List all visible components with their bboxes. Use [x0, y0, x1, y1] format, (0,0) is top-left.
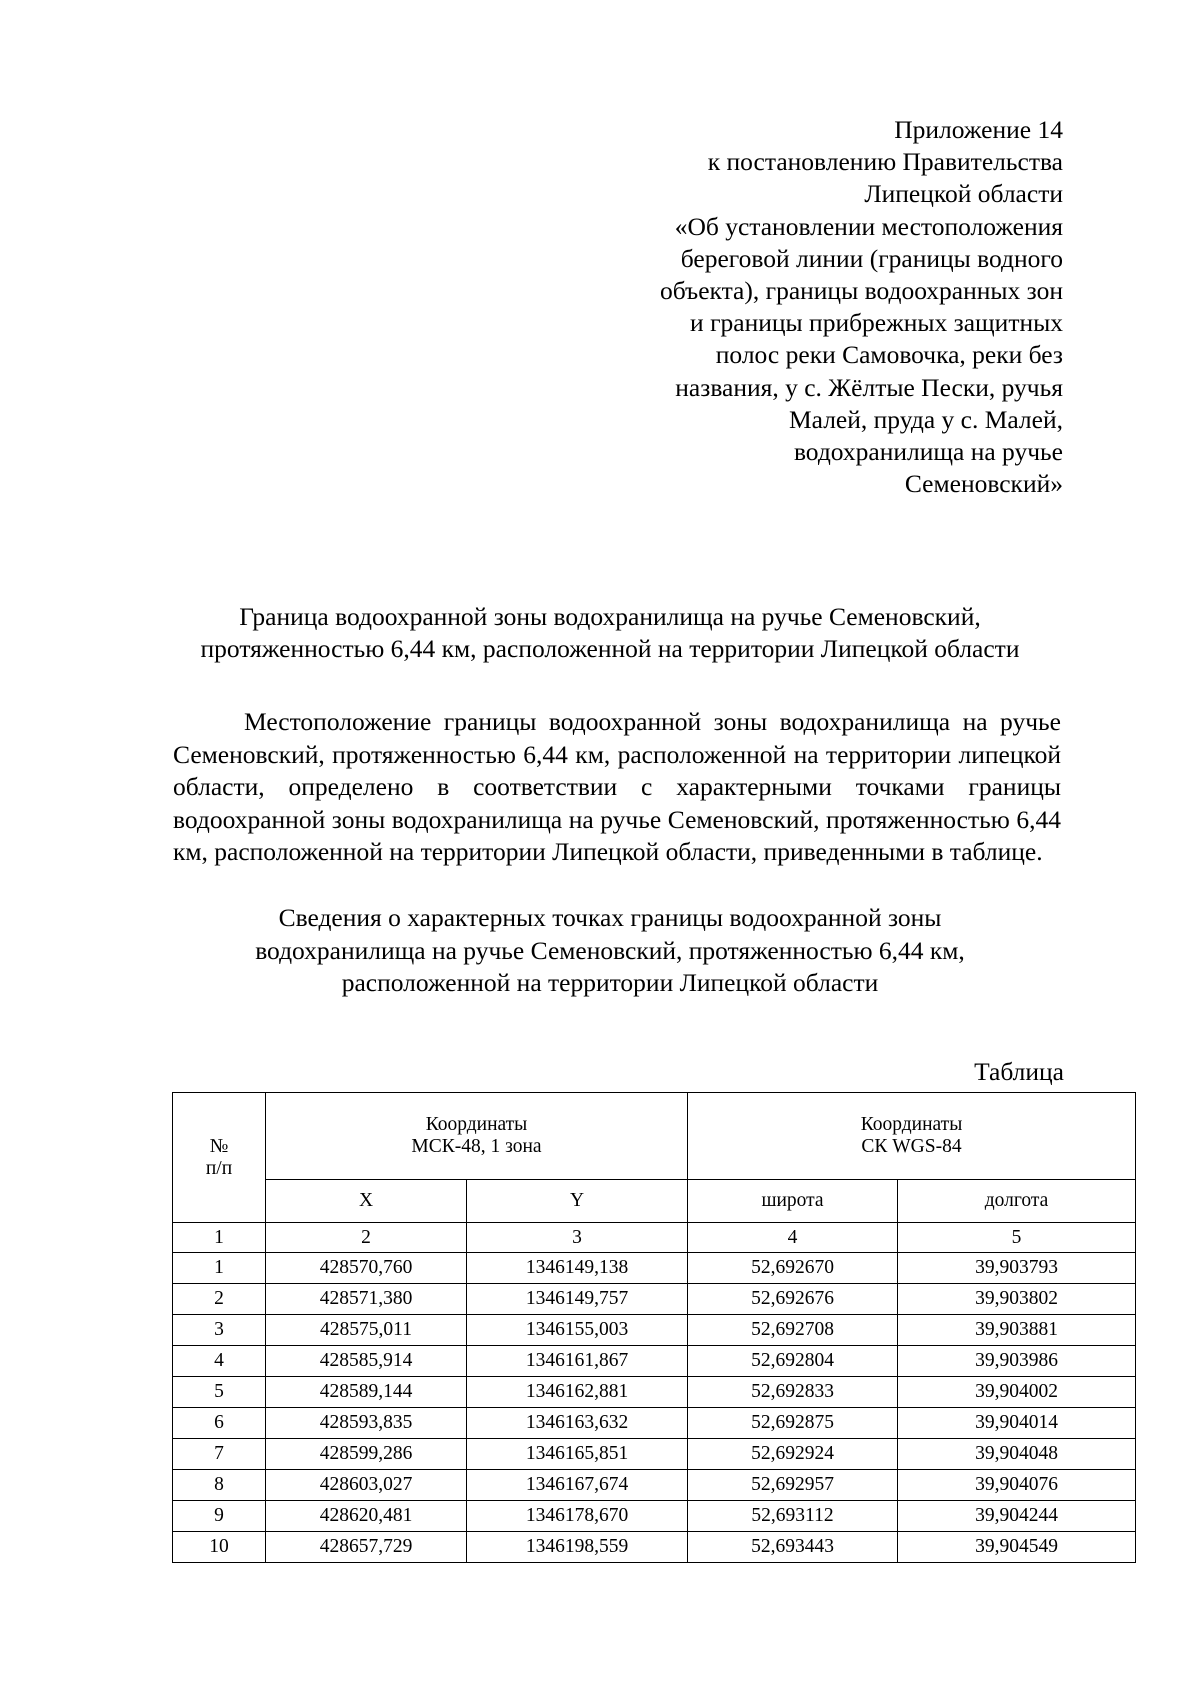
table-title-line: расположенной на территории Липецкой области: [341, 968, 879, 997]
heading-line: протяженностью 6,44 км, расположенной на территории Липецкой области: [200, 634, 1020, 663]
latitude-cell: 52,693443: [688, 1532, 898, 1563]
y-cell: 1346161,867: [467, 1346, 688, 1377]
longitude-cell: 39,904002: [898, 1377, 1136, 1408]
appendix-line: полос реки Самовочка, реки без: [715, 340, 1063, 370]
appendix-line: «Об установлении местоположения: [674, 211, 1063, 241]
x-cell: 428599,286: [266, 1439, 467, 1470]
y-cell: 1346198,559: [467, 1532, 688, 1563]
latitude-cell: 52,692833: [688, 1377, 898, 1408]
longitude-cell: 39,903986: [898, 1346, 1136, 1377]
y-cell: 1346167,674: [467, 1470, 688, 1501]
table-label: Таблица: [974, 1057, 1064, 1086]
appendix-line: водохранилища на ручье: [793, 437, 1063, 467]
appendix-line: Семеновский»: [904, 469, 1063, 499]
y-cell: 1346163,632: [467, 1408, 688, 1439]
sub-header-longitude: долгота: [898, 1180, 1136, 1223]
latitude-cell: 52,692670: [688, 1253, 898, 1284]
point-number-cell: 6: [173, 1408, 266, 1439]
table-row: [173, 1346, 1136, 1377]
point-number-cell: 10: [173, 1532, 266, 1563]
latitude-cell: 52,692804: [688, 1346, 898, 1377]
y-cell: 1346162,881: [467, 1377, 688, 1408]
point-number-cell: 3: [173, 1315, 266, 1346]
table-title: [170, 902, 1050, 1000]
point-number-cell: 4: [173, 1346, 266, 1377]
longitude-cell: 39,904549: [898, 1532, 1136, 1563]
msk-header-line: МСК-48, 1 зона: [411, 1136, 542, 1157]
longitude-cell: 39,903793: [898, 1253, 1136, 1284]
x-cell: 428570,760: [266, 1253, 467, 1284]
latitude-cell: 52,692708: [688, 1315, 898, 1346]
y-cell: 1346178,670: [467, 1501, 688, 1532]
wgs-header-line: СК WGS-84: [861, 1136, 962, 1157]
table-row: [173, 1532, 1136, 1563]
table-row: [173, 1284, 1136, 1315]
column-number-cell: 1: [173, 1223, 266, 1253]
table-row: [173, 1408, 1136, 1439]
coordinates-table: [172, 1092, 1136, 1563]
sub-header-x: X: [266, 1180, 467, 1223]
column-number-cell: 3: [467, 1223, 688, 1253]
appendix-block: [543, 114, 1063, 500]
appendix-line: Приложение 14: [894, 115, 1063, 144]
appendix-line: Малей, пруда у с. Малей,: [788, 404, 1063, 434]
sub-header-latitude: широта: [688, 1180, 898, 1223]
latitude-cell: 52,692924: [688, 1439, 898, 1470]
table-row: [173, 1470, 1136, 1501]
num-header-cell: [173, 1093, 266, 1223]
latitude-cell: 52,692676: [688, 1284, 898, 1315]
x-cell: 428603,027: [266, 1470, 467, 1501]
num-header-line: №: [209, 1135, 229, 1157]
longitude-cell: 39,903802: [898, 1284, 1136, 1315]
latitude-cell: 52,693112: [688, 1501, 898, 1532]
table-row: [173, 1501, 1136, 1532]
appendix-line: и границы прибрежных защитных: [690, 308, 1063, 338]
msk-header-line: Координаты: [425, 1114, 528, 1135]
appendix-line: к постановлению Правительства: [707, 147, 1063, 177]
table-row: [173, 1439, 1136, 1470]
table-row: [173, 1377, 1136, 1408]
column-number-cell: 5: [898, 1223, 1136, 1253]
appendix-line: названия, у с. Жёлтые Пески, ручья: [675, 372, 1063, 402]
y-cell: 1346149,138: [467, 1253, 688, 1284]
table-title-line: Сведения о характерных точках границы водоохранной зоны: [278, 903, 942, 932]
x-cell: 428620,481: [266, 1501, 467, 1532]
wgs-header-cell: [688, 1093, 1136, 1180]
x-cell: 428657,729: [266, 1532, 467, 1563]
table-row: [173, 1315, 1136, 1346]
longitude-cell: 39,904076: [898, 1470, 1136, 1501]
appendix-line: Липецкой области: [864, 179, 1063, 209]
heading-line: Граница водоохранной зоны водохранилища на ручье Семеновский,: [239, 602, 981, 631]
longitude-cell: 39,904014: [898, 1408, 1136, 1439]
y-cell: 1346155,003: [467, 1315, 688, 1346]
table-row: [173, 1253, 1136, 1284]
y-cell: 1346165,851: [467, 1439, 688, 1470]
longitude-cell: 39,904048: [898, 1439, 1136, 1470]
document-heading: [170, 601, 1050, 665]
point-number-cell: 9: [173, 1501, 266, 1532]
x-cell: 428575,011: [266, 1315, 467, 1346]
x-cell: 428589,144: [266, 1377, 467, 1408]
point-number-cell: 7: [173, 1439, 266, 1470]
appendix-line: объекта), границы водоохранных зон: [659, 276, 1063, 306]
longitude-cell: 39,903881: [898, 1315, 1136, 1346]
point-number-cell: 1: [173, 1253, 266, 1284]
table-title-line: водохранилища на ручье Семеновский, протяженностью 6,44 км,: [255, 935, 965, 965]
y-cell: 1346149,757: [467, 1284, 688, 1315]
column-number-cell: 4: [688, 1223, 898, 1253]
appendix-line: береговой линии (границы водного: [680, 243, 1063, 273]
x-cell: 428585,914: [266, 1346, 467, 1377]
latitude-cell: 52,692957: [688, 1470, 898, 1501]
body-paragraph: Местоположение границы водоохранной зоны водохранилища на ручье Семеновский, протяженностью 6,44 км, расположенной на территории липецкой области, определено в соответствии с характерными точками границы водоохранной зоны водохранилища на ручье Семеновский, протяженностью 6,44 км, расположенной на территории Липецкой области, приведенными в таблице.: [173, 707, 1061, 867]
column-number-cell: 2: [266, 1223, 467, 1253]
msk-header-cell: [266, 1093, 688, 1180]
longitude-cell: 39,904244: [898, 1501, 1136, 1532]
sub-header-y: Y: [467, 1180, 688, 1223]
x-cell: 428593,835: [266, 1408, 467, 1439]
num-header-line: п/п: [205, 1157, 233, 1179]
latitude-cell: 52,692875: [688, 1408, 898, 1439]
wgs-header-line: Координаты: [860, 1114, 963, 1135]
point-number-cell: 2: [173, 1284, 266, 1315]
x-cell: 428571,380: [266, 1284, 467, 1315]
point-number-cell: 5: [173, 1377, 266, 1408]
point-number-cell: 8: [173, 1470, 266, 1501]
